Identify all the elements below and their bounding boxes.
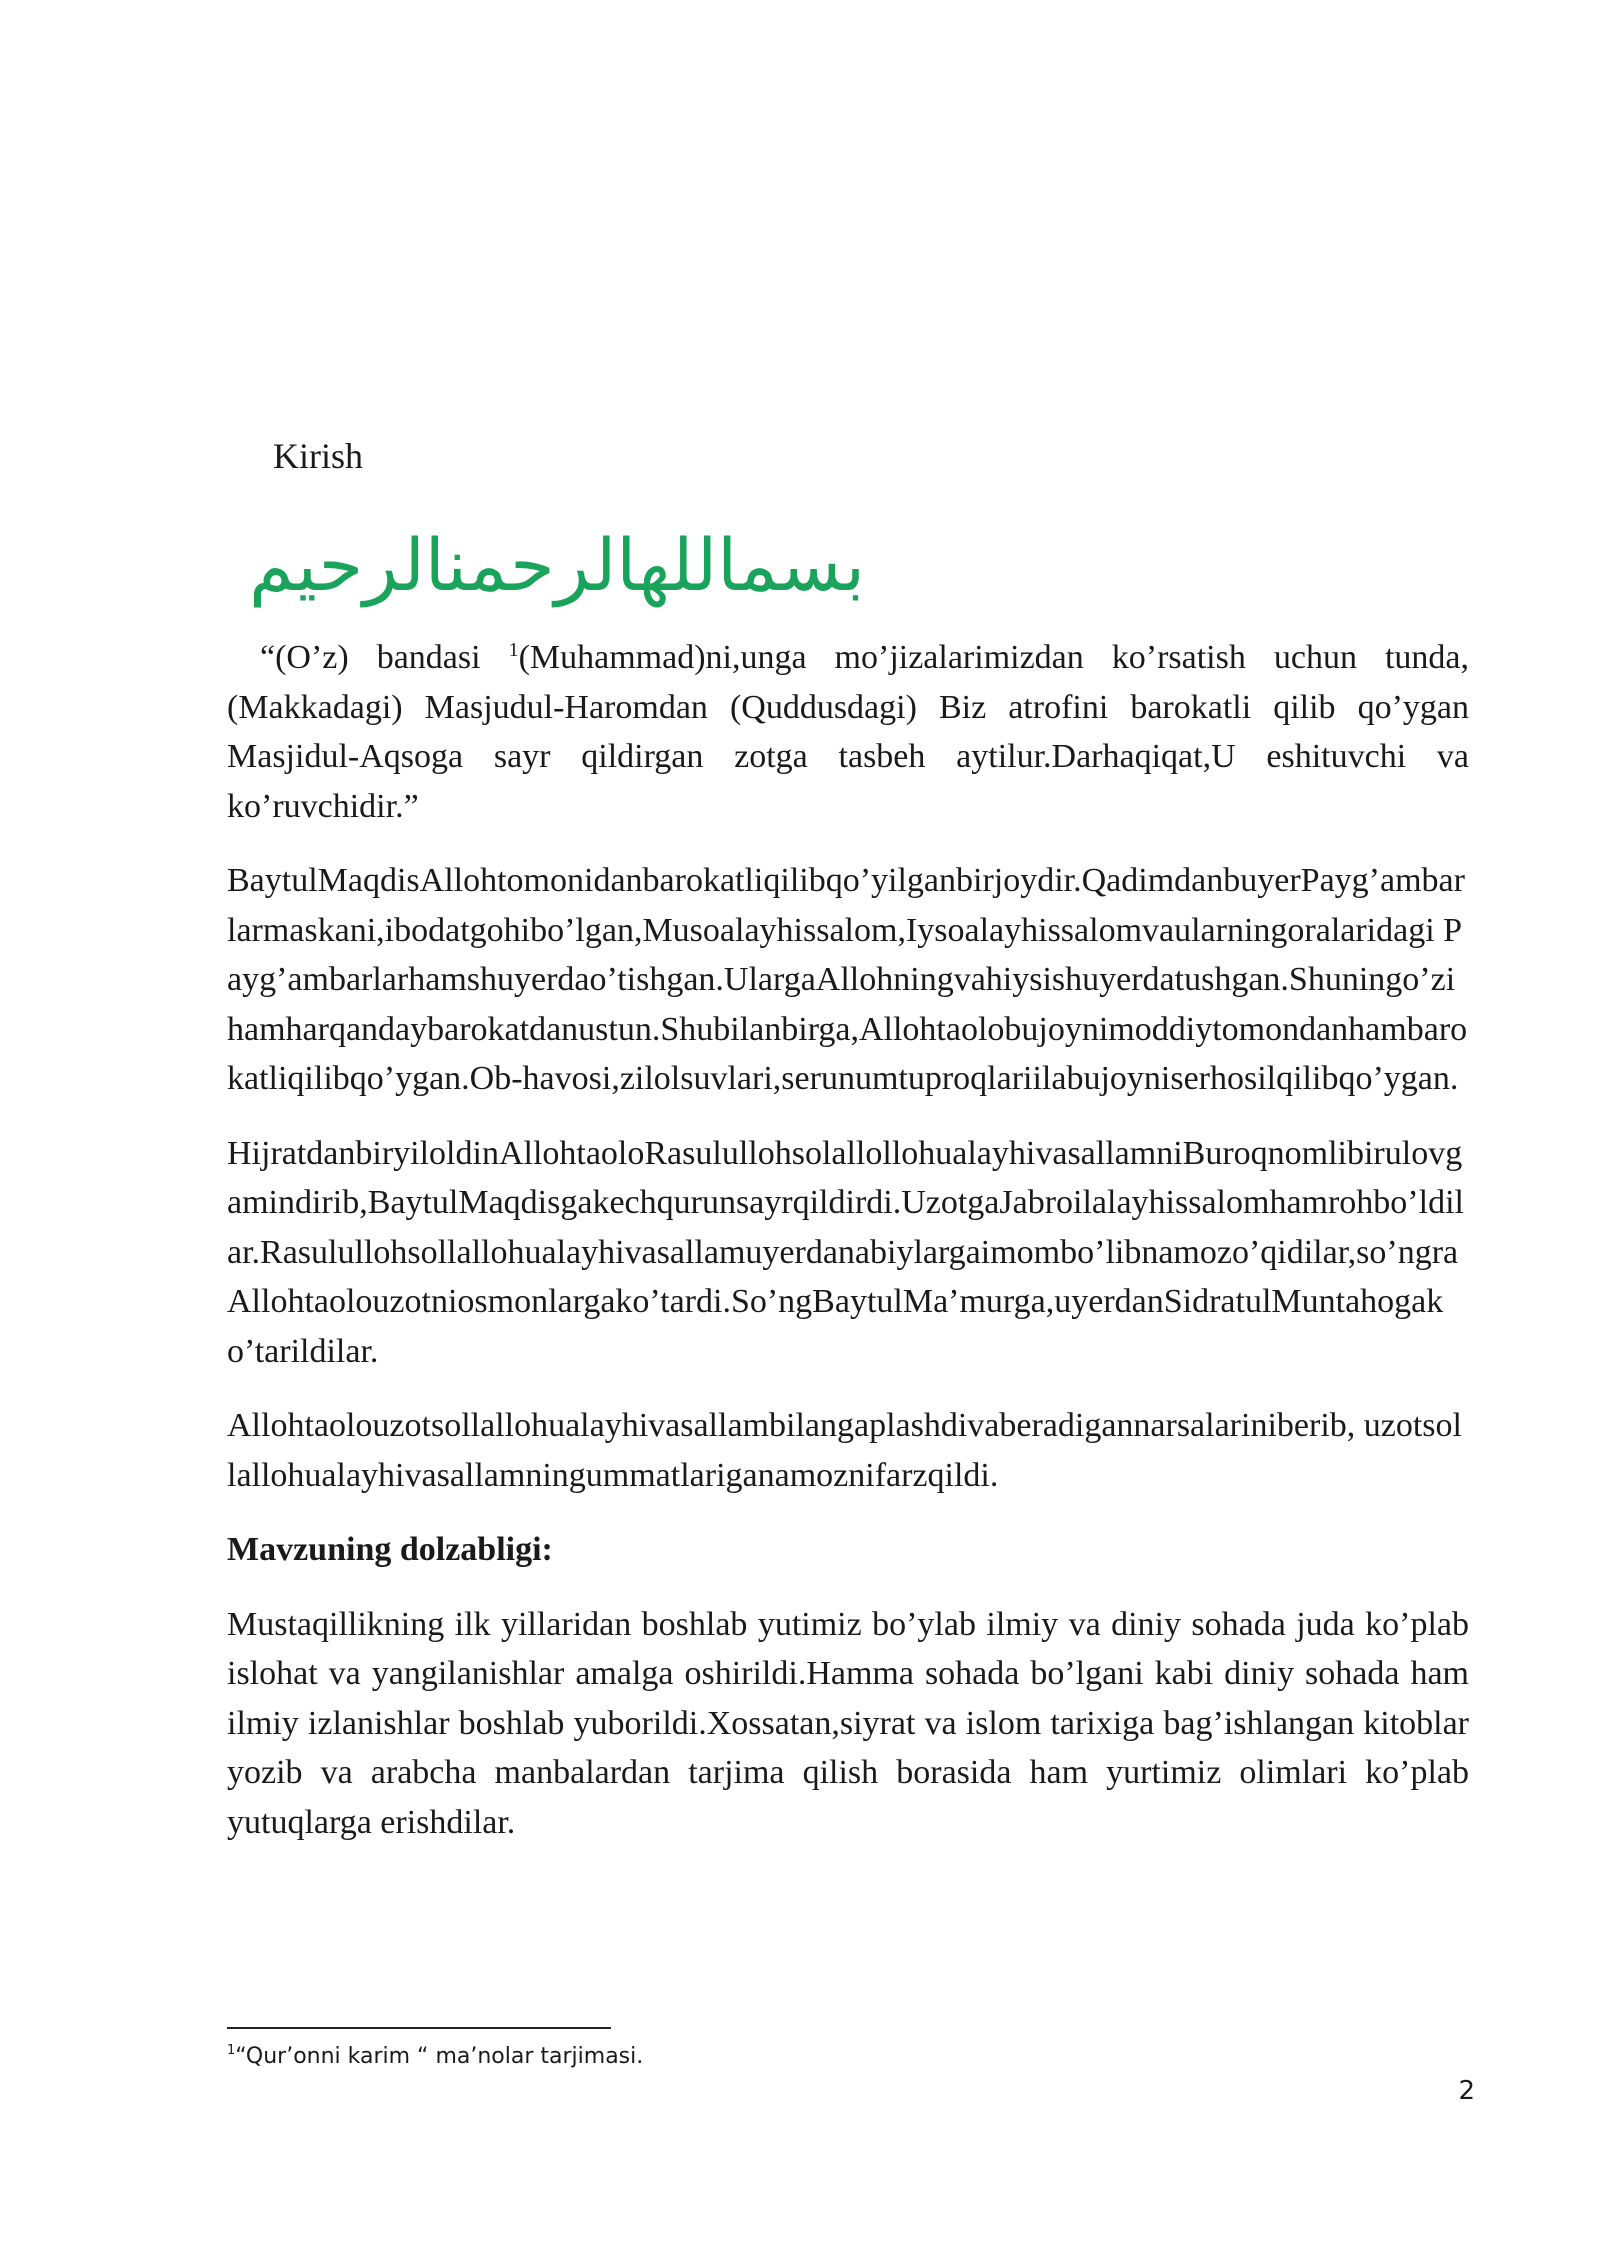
subheading-relevance: Mavzuning dolzabligi: <box>227 1531 553 1568</box>
paragraph-relevance: Mustaqillikning ilk yillaridan boshlab yutimiz bo’ylab ilmiy va diniy sohada juda ko’plab islohat va yangilanishlar amalga oshirildi.Hamma sohada bo’lgani kabi diniy sohada ham ilmiy izlanishlar boshlab yuborildi.Xossatan,siyrat va islom tarixiga bag’ishlangan kitoblar yozib va arabcha manbalardan tarjima qilish borasida ham yurtimiz olimlari ko’plab yutuqlarga erishdilar. <box>227 1605 1469 1841</box>
document-body <box>227 633 1469 1872</box>
quote-opening: “(O’z) bandasi <box>260 639 509 676</box>
footnote-text: “Qur’onni karim “ ma’nolar tarjimasi. <box>235 2044 644 2069</box>
quran-quote-paragraph <box>227 633 1469 831</box>
basmala-calligraphy: بسماللهالرحمنالرحيم <box>248 523 865 607</box>
footnote <box>227 2041 643 2073</box>
footnote-reference: 1 <box>508 639 519 661</box>
paragraph-namoz: Allohtaolouzotsollallohualayhivasallambilangaplashdivaberadigannarsalariniberib, uzotsollallohualayhivasallamningummatlariganamoznifarzqildi. <box>227 1407 1462 1494</box>
paragraph-hijrat: HijratdanbiryiloldinAllohtaoloRasulullohsolallollohualayhivasallamniBuroqnomlibirulovgamindirib,BaytulMaqdisgakechqurunsayrqildirdi.UzotgaJabroilalayhissalomhamrohbo’ldilar.Rasulullohsollallohualayhivasallamuyerdanabiylargaimombo’libnamozo’qidilar,so’ngraAllohtaolouzotniosmonlargako’tardi.So’ngBaytulMa’murga,uyerdanSidratulMuntahogako’tarildilar. <box>227 1134 1464 1370</box>
section-heading: Kirish <box>273 436 363 476</box>
paragraph-baytul-maqdis: BaytulMaqdisAllohtomonidanbarokatliqilibqo’yilganbirjoydir.QadimdanbuyerPayg’ambarlarmaskani,ibodatgohibo’lgan,Musoalayhissalom,Iysoalayhissalomvaularningoralaridagi Payg’ambarlarhamshuyerdao’tishgan.UlargaAllohningvahiysishuyerdatushgan.Shuningo’zihamharqandaybarokatdanustun.Shubilanbirga,Allohtaolobujoynimoddiytomondanhambarokatliqilibqo’ygan.Ob-havosi,zilolsuvlari,serunumtuproqlariilabujoyniserhosilqilibqo’ygan. <box>227 862 1468 1097</box>
page-number: 2 <box>1458 2076 1475 2106</box>
footnote-marker: 1 <box>227 2043 236 2058</box>
footnote-separator <box>227 2027 611 2029</box>
quote-text: (Muhammad)ni,unga mo’jizalarimizdan ko’rsatish uchun tunda, (Makkadagi) Masjudul-Haromdan (Quddusdagi) Biz atrofini barokatli qilib qo’ygan Masjidul-Aqsoga sayr qildirgan zotga tasbeh aytilur.Darhaqiqat,U eshituvchi va ko’ruvchidir.” <box>227 639 1469 825</box>
